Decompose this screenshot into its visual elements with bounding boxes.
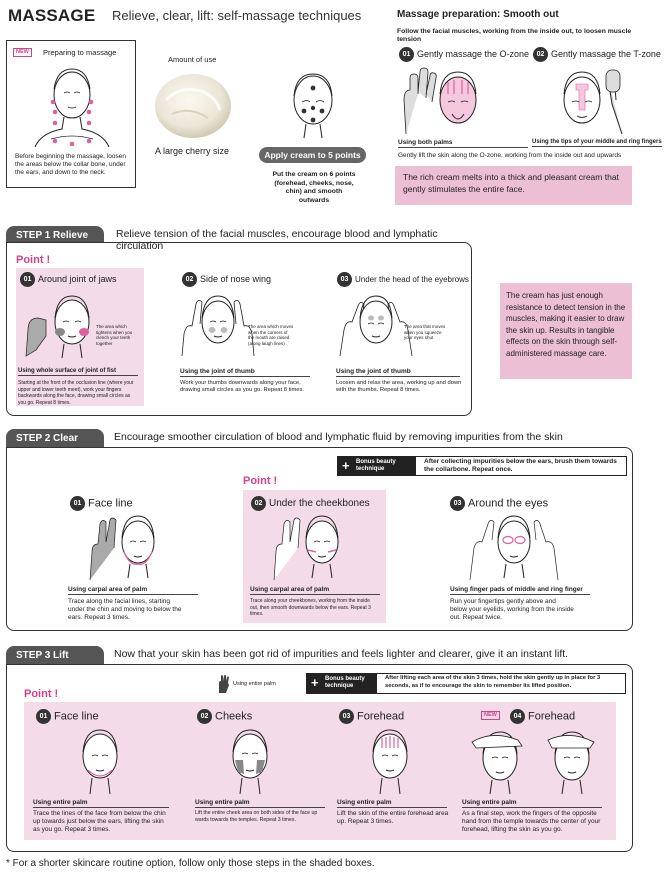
bonus-label-text: Bonus beauty technique bbox=[356, 459, 396, 472]
step2-item-1-label: Face line bbox=[88, 497, 133, 510]
step1-item-1-desc: Starting at the front of the occlusion line (where your upper and lower teeth meet), work your fingers backwards along the face, drawing small circles as you go. Repeat 8 times. bbox=[18, 380, 134, 406]
bonus-text: After collecting impurities below the ears, brush them towards the collarbone. Repeat once. bbox=[424, 458, 617, 473]
palm-note: Using entire palm bbox=[233, 681, 276, 687]
step3-point: Point ! bbox=[24, 688, 59, 700]
nose-wing-illustration bbox=[178, 290, 258, 360]
step-number-badge: 03 bbox=[337, 272, 352, 287]
step2-bonus bbox=[337, 456, 627, 476]
step1-side-note bbox=[500, 283, 632, 379]
smooth-pink-note bbox=[395, 166, 632, 205]
bonus-label-text: Bonus beauty technique bbox=[325, 676, 365, 689]
step3-item-2 bbox=[197, 709, 252, 724]
step1-item-1-label: Around joint of jaws bbox=[38, 273, 117, 284]
step1-tag: STEP 1 Relieve bbox=[6, 226, 104, 243]
smooth-title: Massage preparation: Smooth out bbox=[397, 9, 559, 20]
jaw-illustration bbox=[24, 290, 104, 360]
step3-item-3 bbox=[339, 709, 404, 724]
step2-item-2-caption: Using carpal area of palm bbox=[250, 586, 380, 595]
smooth-desc: Gently lift the skin along the O-zone, working from the inside out and upwards bbox=[398, 152, 622, 159]
prep-desc: Before beginning the massage, loosen the areas below the collar bone, under the ears, and down to the neck. bbox=[15, 153, 126, 176]
smooth-item-2 bbox=[533, 47, 661, 62]
step2-item-1-desc: Trace along the facial lines, starting under the chin and moving to below the ears. Repeat 3 times. bbox=[68, 598, 182, 621]
step2-tag: STEP 2 Clear bbox=[6, 429, 104, 447]
smooth-item-2-label: Gently massage the T-zone bbox=[551, 48, 661, 59]
cream-image bbox=[152, 70, 234, 140]
step2-item-3-desc: Run your fingertips gently above and below your eyelids, working from the inside out. Repeat twice. bbox=[450, 598, 574, 621]
step2-item-2-label: Under the cheekbones bbox=[269, 498, 370, 510]
cheekbone-illustration bbox=[270, 512, 360, 582]
step3-bonus bbox=[306, 673, 626, 694]
step-number-badge: 04 bbox=[510, 709, 525, 724]
step-number-badge: 02 bbox=[197, 709, 212, 724]
new-tag: NEW bbox=[13, 48, 32, 57]
lift-face-line-illustration bbox=[60, 724, 140, 796]
step1-item-2-note: The area which moves when the corners of the mouth are raised (along laugh lines) bbox=[248, 324, 294, 346]
step1-item-2-label: Side of nose wing bbox=[200, 273, 272, 284]
step3-item-2-label: Cheeks bbox=[215, 710, 253, 723]
o-zone-illustration bbox=[396, 64, 506, 136]
step3-item-2-desc: Lift the entire cheek area on both sides of the face up wards towards the temples. Repeat 3 times. bbox=[195, 810, 318, 823]
step1-item-1 bbox=[20, 272, 117, 287]
step-number-badge: 02 bbox=[533, 47, 548, 62]
face-5-points-illustration bbox=[282, 64, 344, 140]
footer-note: * For a shorter skincare routine option, follow only those steps in the shaded boxes. bbox=[6, 858, 375, 869]
step3-tag: STEP 3 Lift bbox=[6, 646, 104, 664]
page-title: MASSAGE bbox=[8, 6, 96, 25]
step1-item-3 bbox=[337, 272, 469, 287]
step2-item-3 bbox=[450, 496, 548, 511]
around-eyes-illustration bbox=[466, 512, 562, 582]
final-forehead-illustration bbox=[462, 724, 612, 796]
lift-forehead-illustration bbox=[350, 724, 430, 796]
step3-item-3-label: Forehead bbox=[357, 710, 405, 723]
step1-item-3-note: The area that moves when you squeeze your eyes shut bbox=[404, 324, 446, 340]
step-number-badge: 02 bbox=[251, 496, 266, 511]
step1-item-1-caption: Using whole surface of joint of fist bbox=[18, 368, 138, 376]
step1-lead: Relieve tension of the facial muscles, encourage blood and lymphatic circulation bbox=[116, 228, 438, 252]
bonus-label bbox=[338, 457, 416, 475]
step2-item-1 bbox=[70, 496, 133, 511]
step3-item-4 bbox=[510, 709, 575, 724]
step-number-badge: 01 bbox=[36, 709, 51, 724]
step2-item-3-caption: Using finger pads of middle and ring finger bbox=[450, 586, 590, 595]
step-number-badge: 01 bbox=[70, 496, 85, 511]
apply-desc: Put the cream on 6 points (forehead, cheeks, nose, chin) and smooth outwards bbox=[272, 171, 356, 204]
step3-item-4-label: Forehead bbox=[528, 710, 576, 723]
step1-item-2-desc: Work your thumbs downwards along your face, drawing small circles as you go. Repeat 8 times. bbox=[180, 380, 305, 393]
plus-icon: + bbox=[311, 675, 319, 690]
step1-item-2-caption: Using the joint of thumb bbox=[180, 368, 310, 377]
step-number-badge: 01 bbox=[20, 272, 35, 287]
step2-item-3-label: Around the eyes bbox=[468, 497, 549, 510]
step3-item-3-caption: Using entire palm bbox=[337, 799, 447, 808]
step-number-badge: 02 bbox=[182, 272, 197, 287]
apply-cream-button: Apply cream to 5 points bbox=[259, 147, 366, 163]
step3-item-1-caption: Using entire palm bbox=[33, 799, 169, 808]
step1-item-3-label: Under the head of the eyebrows bbox=[355, 274, 469, 284]
amount-label: Amount of use bbox=[168, 55, 217, 64]
step3-item-1-desc: Trace the lines of the face from below the chin up towards just below the ears, lifting the skin as you go. Repeat 3 times. bbox=[33, 810, 166, 833]
step1-point: Point ! bbox=[16, 254, 51, 266]
step2-item-2 bbox=[251, 496, 370, 511]
prep-box bbox=[6, 40, 136, 188]
bonus-text: After lifting each area of the skin 3 times, hold the skin gently up in place for 3 seconds, as if to encourage the skin to remember its lifted position. bbox=[385, 675, 601, 689]
palm-icon bbox=[217, 675, 231, 693]
prep-title: Preparing to massage bbox=[43, 48, 117, 57]
amount-size: A large cherry size bbox=[155, 146, 230, 156]
step1-item-2 bbox=[182, 272, 271, 287]
step2-point: Point ! bbox=[243, 475, 278, 487]
step2-item-2-desc: Trace along your cheekbones, working from the inside out, then smooth downwards below the ears. Repeat 3 times. bbox=[250, 598, 371, 617]
step2-lead: Encourage smoother circulation of blood and lymphatic fluid by removing impurities from the skin bbox=[114, 431, 563, 443]
step-number-badge: 01 bbox=[399, 47, 414, 62]
step3-item-1 bbox=[36, 709, 99, 724]
smooth-lead: Follow the facial muscles, working from the inside out, to loosen muscle tension bbox=[397, 28, 632, 43]
t-zone-illustration bbox=[536, 64, 636, 136]
step3-item-4-caption: Using entire palm bbox=[462, 799, 602, 808]
step1-item-3-desc: Loosen and relax the area, working up and down with the thumbs. Repeat 8 times. bbox=[336, 380, 462, 393]
step3-item-4-desc: As a final step, work the fingers of the opposite hand from the temple towards the center of your forehead, lifting the skin as you go. bbox=[462, 810, 601, 833]
smooth-item-1-label: Gently massage the O-zone bbox=[417, 48, 530, 59]
step-number-badge: 03 bbox=[339, 709, 354, 724]
step3-item-2-caption: Using entire palm bbox=[195, 799, 325, 808]
step-number-badge: 03 bbox=[450, 496, 465, 511]
step1-side-note-text: The cream has just enough resistance to detect tension in the muscles, making it easier to draw the skin up. Results in tangible effects on the skin through self-administered massage care. bbox=[506, 291, 626, 358]
step1-item-1-note: The area which tightens when you clench your teeth together bbox=[96, 324, 133, 346]
step2-item-1-caption: Using carpal area of palm bbox=[68, 586, 198, 595]
bonus-label bbox=[307, 674, 377, 693]
face-neck-illustration bbox=[31, 57, 113, 149]
new-tag: NEW bbox=[481, 711, 500, 720]
page-subtitle: Relieve, clear, lift: self-massage techniques bbox=[112, 8, 362, 23]
step1-item-3-caption: Using the joint of thumb bbox=[336, 368, 460, 377]
step3-item-3-desc: Lift the skin of the entire forehead area up. Repeat 3 times. bbox=[337, 810, 449, 825]
smooth-item-2-caption: Using the tips of your middle and ring fingers bbox=[532, 139, 662, 145]
step3-lead: Now that your skin has been got rid of impurities and feels lighter and clearer, give it an instant lift. bbox=[114, 648, 569, 660]
smooth-pink-note-text: The rich cream melts into a thick and pleasant cream that gently stimulates the entire face. bbox=[403, 172, 619, 194]
lift-cheeks-illustration bbox=[210, 724, 290, 796]
smooth-item-1 bbox=[399, 47, 529, 62]
step3-item-1-label: Face line bbox=[54, 710, 99, 723]
face-line-illustration bbox=[86, 512, 176, 582]
plus-icon: + bbox=[342, 458, 350, 473]
smooth-item-1-caption: Using both palms bbox=[398, 139, 528, 148]
